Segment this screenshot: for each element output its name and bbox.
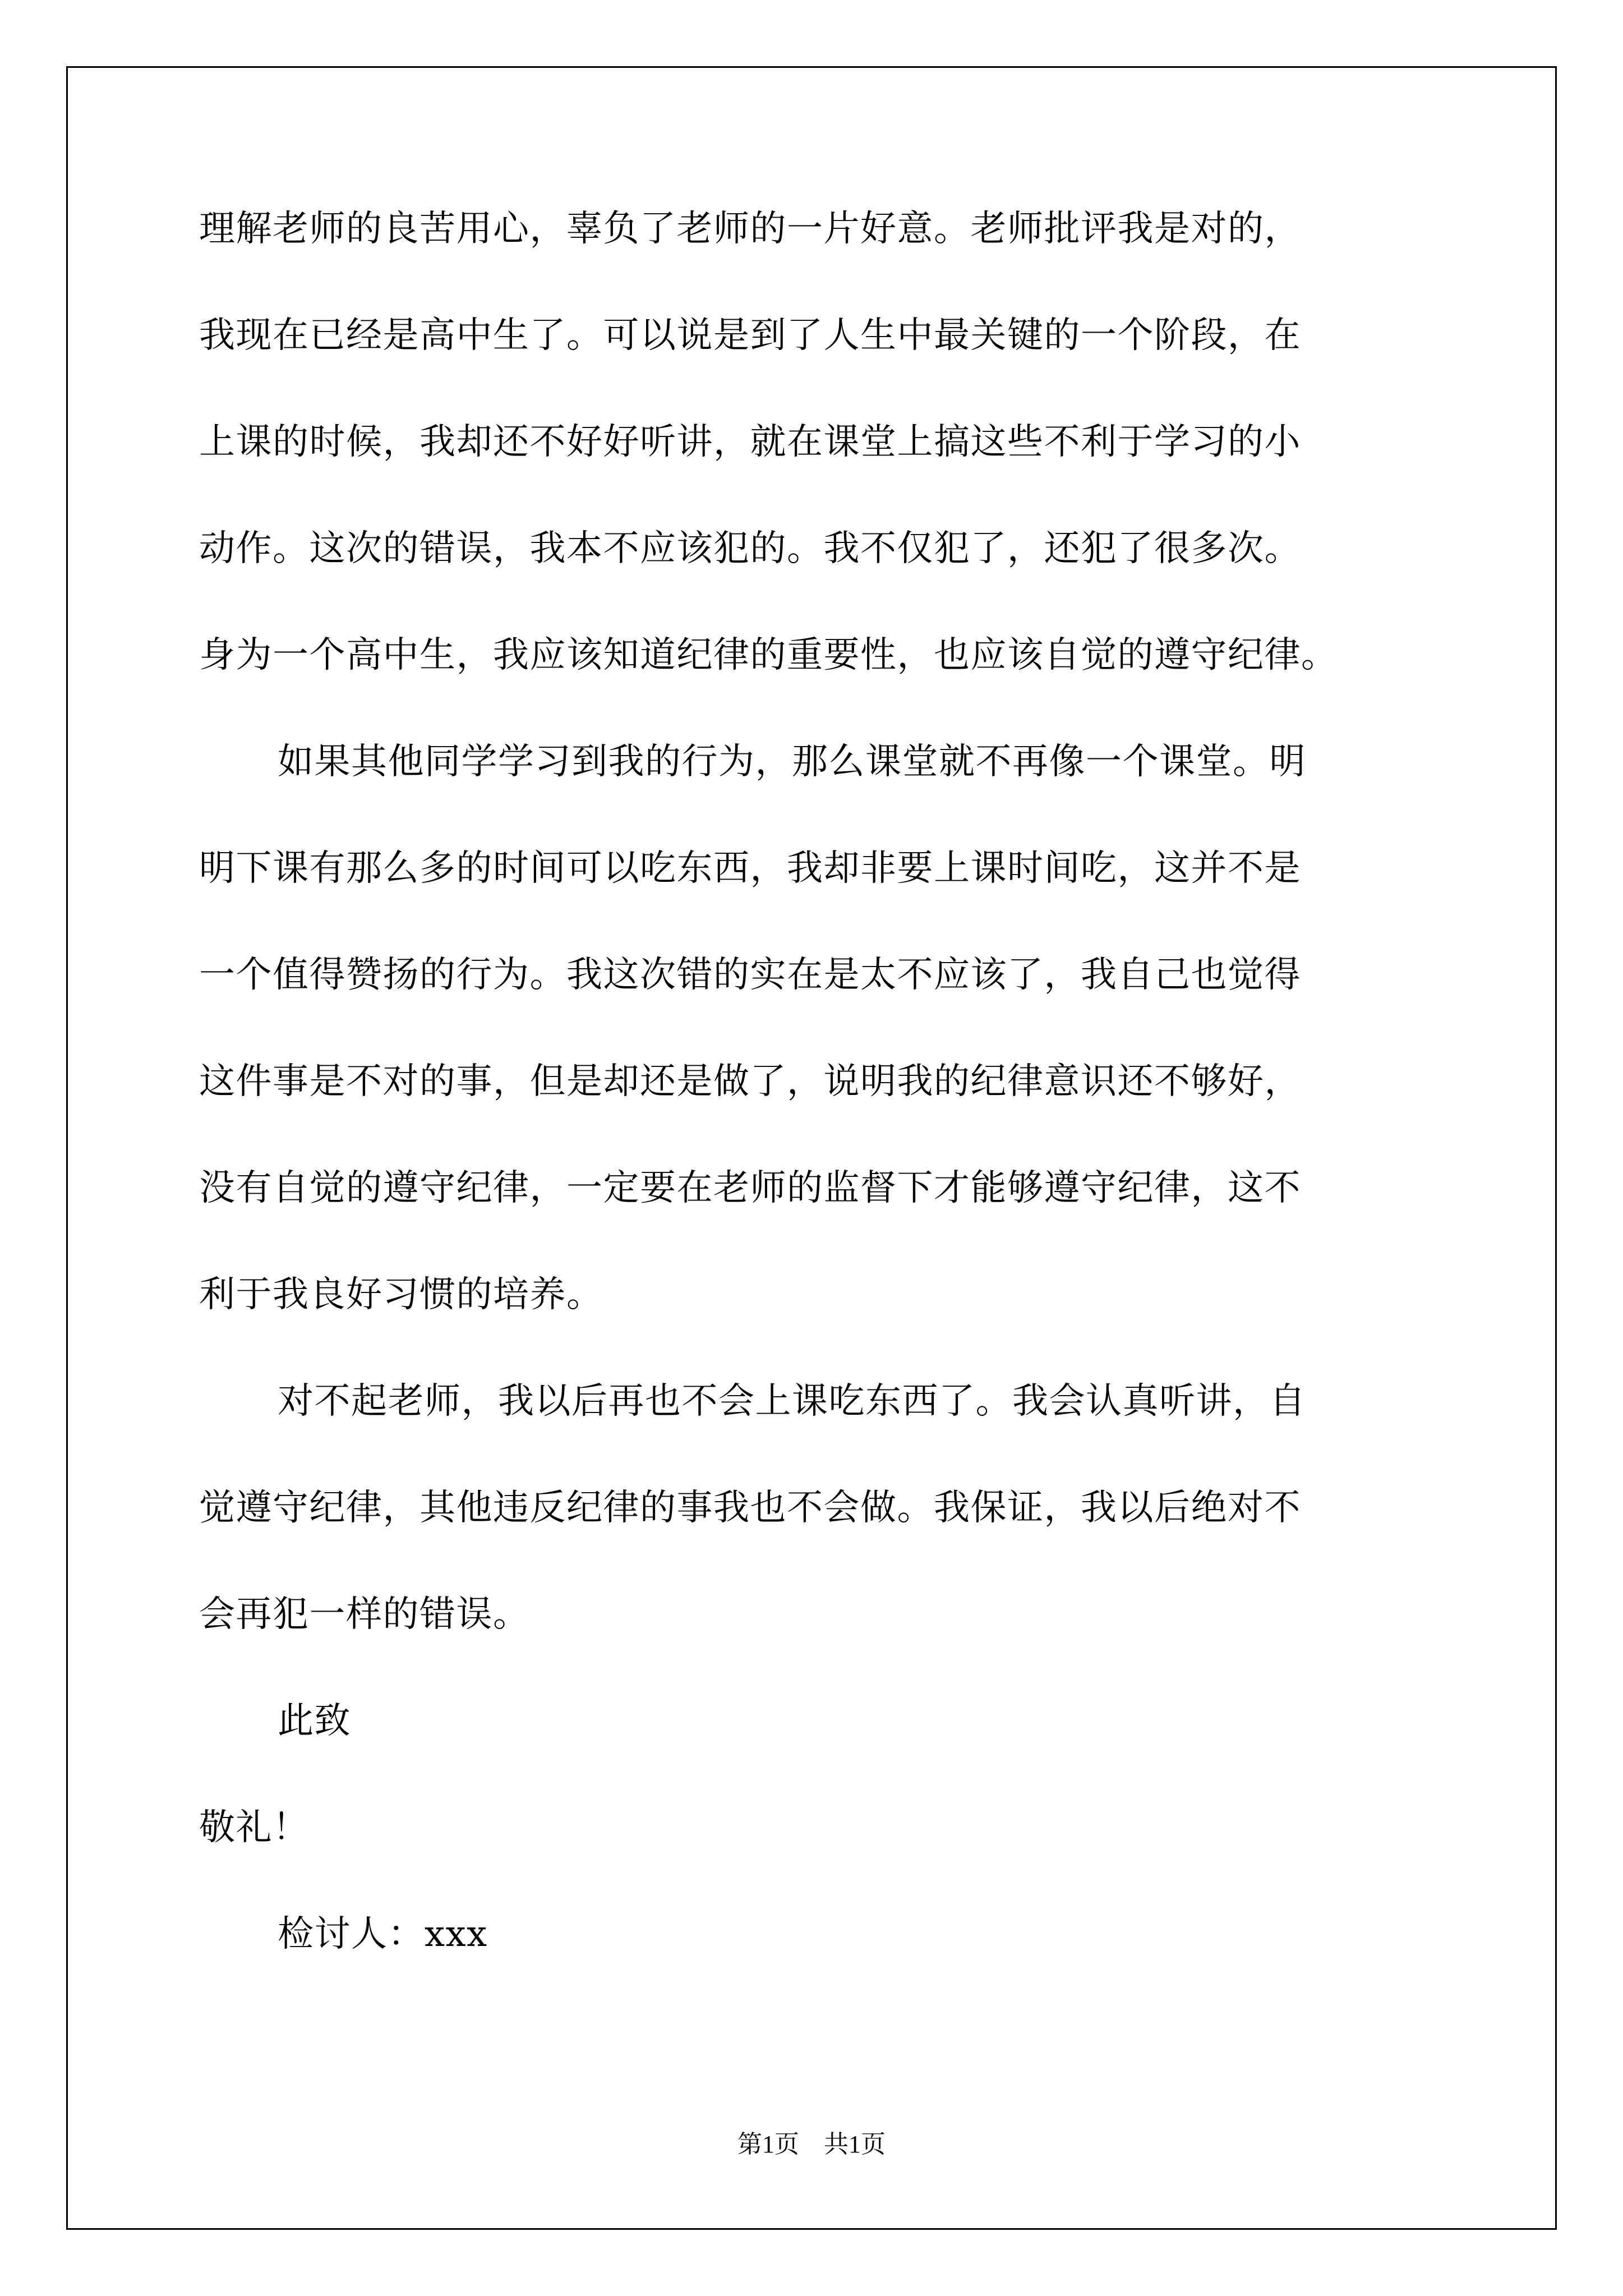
page-footer (0, 2129, 1623, 2160)
text-line: 理解老师的良苦用心，辜负了老师的一片好意。老师批评我是对的， (199, 208, 1301, 250)
text-line: 我现在已经是高中生了。可以说是到了人生中最关键的一个阶段，在 (199, 315, 1301, 356)
text-line: 没有自觉的遵守纪律，一定要在老师的监督下才能够遵守纪律，这不 (199, 1167, 1301, 1209)
closing-regards: 敬礼！ (199, 1807, 310, 1848)
text-line: 会再犯一样的错误。 (199, 1594, 530, 1635)
text-line: 觉遵守纪律，其他违反纪律的事我也不会做。我保证，我以后绝对不 (199, 1487, 1301, 1529)
text-line: 这件事是不对的事，但是却还是做了，说明我的纪律意识还不够好， (199, 1061, 1301, 1102)
text-line: 明下课有那么多的时间可以吃东西，我却非要上课时间吃，这并不是 (199, 848, 1301, 889)
text-line: 动作。这次的错误，我本不应该犯的。我不仅犯了，还犯了很多次。 (199, 528, 1301, 569)
paragraph-start-line: 对不起老师，我以后再也不会上课吃东西了。我会认真听讲，自 (278, 1381, 1306, 1422)
closing-salutation: 此致 (278, 1700, 351, 1742)
text-line: 上课的时候，我却还不好好听讲，就在课堂上搞这些不利于学习的小 (199, 421, 1301, 463)
signature-line: 检讨人：xxx (278, 1913, 488, 1955)
text-line: 身为一个高中生，我应该知道纪律的重要性，也应该自觉的遵守纪律。 (199, 634, 1338, 676)
page-number-total: 共1页 (824, 2131, 886, 2158)
text-line: 一个值得赞扬的行为。我这次错的实在是太不应该了，我自己也觉得 (199, 954, 1301, 996)
letter-body (199, 202, 1422, 2014)
page-number-current: 第1页 (737, 2131, 799, 2158)
paragraph-start-line: 如果其他同学学习到我的行为，那么课堂就不再像一个课堂。明 (278, 741, 1306, 783)
text-line: 利于我良好习惯的培养。 (199, 1274, 603, 1315)
